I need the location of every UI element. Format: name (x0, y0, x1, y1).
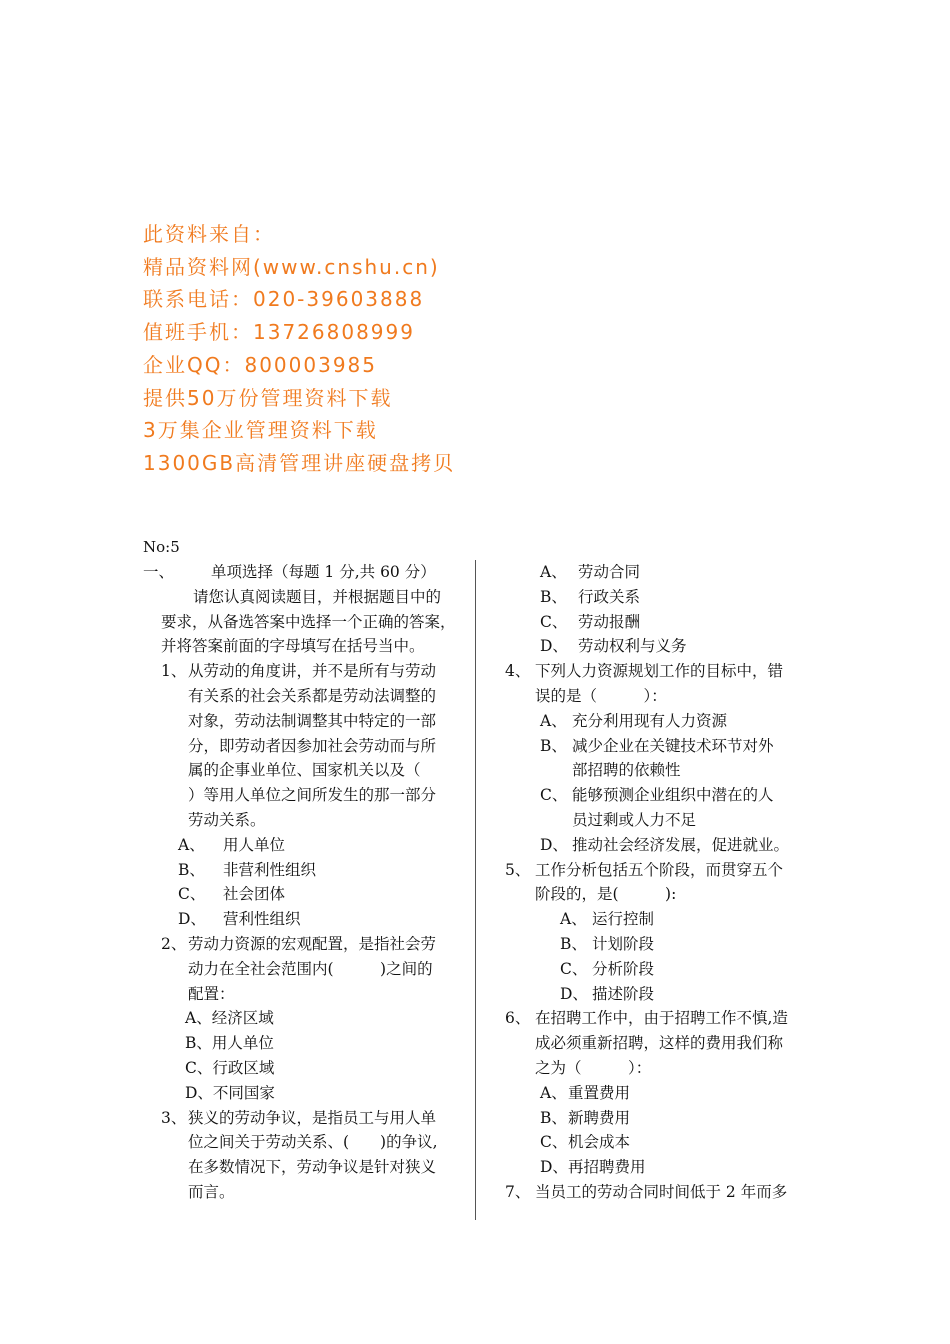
text-line (505, 758, 810, 783)
text-line (143, 659, 463, 684)
text-line (505, 808, 810, 833)
text-line (505, 1155, 810, 1180)
item-text: ）等用人单位之间所发生的那一部分 (188, 786, 437, 805)
source-notice-line: 此资料来自： (143, 222, 275, 246)
text-line (505, 1006, 810, 1031)
text-line (143, 808, 463, 833)
text-line (505, 783, 810, 808)
item-text: 社会团体 (223, 885, 286, 904)
item-marker: 7、 (505, 1182, 531, 1201)
source-notice-line: 值班手机：13726808999 (143, 320, 415, 345)
item-text: 当员工的劳动合同时间低于 2 年而多 (535, 1182, 788, 1201)
item-text: 工作分析包括五个阶段，而贯穿五个 (535, 860, 784, 879)
text-line (143, 858, 463, 883)
item-marker: 一、 (143, 563, 175, 581)
item-text: 配置： (188, 984, 235, 1003)
item-marker: B、 (540, 1108, 567, 1127)
text-line (143, 610, 463, 635)
item-marker: 4、 (505, 662, 531, 681)
item-marker: A、 (540, 711, 567, 730)
text-line (505, 882, 810, 907)
text-line (143, 1180, 463, 1205)
text-line (143, 585, 463, 610)
item-text: 有关系的社会关系都是劳动法调整的 (188, 686, 437, 705)
item-text: 要求，从备选答案中选择一个正确的答案， (161, 612, 456, 631)
text-line (505, 932, 810, 957)
text-line (505, 684, 810, 709)
text-line (143, 1106, 463, 1131)
item-text: 从劳动的角度讲，并不是所有与劳动 (188, 662, 437, 681)
text-line (143, 734, 463, 759)
text-line (505, 1081, 810, 1106)
text-line (505, 659, 810, 684)
item-marker: D、 (178, 910, 206, 929)
text-line (505, 1106, 810, 1131)
item-text: 在招聘工作中，由于招聘工作不慎,造 (535, 1009, 788, 1028)
item-text: 充分利用现有人力资源 (572, 711, 728, 730)
item-text: 机会成本 (568, 1133, 631, 1152)
item-marker: D、 (540, 637, 568, 656)
item-text: 描述阶段 (592, 984, 655, 1003)
item-marker: C、 (540, 1133, 568, 1152)
item-marker: B、 (178, 860, 205, 879)
source-notice-line: 提供50万份管理资料下载 (143, 385, 393, 410)
source-notice-line: 企业QQ：800003985 (143, 352, 378, 377)
text-line (143, 882, 463, 907)
item-text: 下列人力资源规划工作的目标中，错 (535, 662, 784, 681)
item-text: B、用人单位 (185, 1034, 274, 1053)
item-text: 之为（ ）： (535, 1058, 652, 1077)
text-line (143, 957, 463, 982)
source-notice-line: 1300GB高清管理讲座硬盘拷贝 (143, 450, 456, 475)
text-line (143, 783, 463, 808)
item-text: C、行政区域 (185, 1058, 275, 1077)
text-line (505, 734, 810, 759)
source-notice (143, 218, 455, 480)
item-marker: 5、 (505, 860, 531, 879)
item-text: 新聘费用 (568, 1108, 631, 1127)
text-line (505, 634, 810, 659)
text-line (505, 957, 810, 982)
text-line (143, 1056, 463, 1081)
text-line (143, 758, 463, 783)
text-line (143, 684, 463, 709)
item-marker: B、 (560, 934, 587, 953)
item-text: 营利性组织 (223, 910, 301, 929)
text-line (143, 932, 463, 957)
item-marker: A、 (560, 910, 587, 929)
source-notice-line: 3万集企业管理资料下载 (143, 418, 378, 443)
text-line (143, 1155, 463, 1180)
item-text: 员过剩或人力不足 (572, 810, 697, 829)
item-text: 非营利性组织 (223, 860, 317, 879)
item-marker: 6、 (505, 1009, 531, 1028)
item-text: 行政关系 (578, 587, 641, 606)
text-line (143, 634, 463, 659)
text-line (505, 833, 810, 858)
item-marker: C、 (560, 959, 588, 978)
item-text: 劳动关系。 (188, 810, 266, 829)
item-text: 再招聘费用 (568, 1158, 646, 1177)
text-line (143, 1031, 463, 1056)
item-text: 请您认真阅读题目，并根据题目中的 (193, 587, 442, 606)
text-line (143, 907, 463, 932)
left-column (143, 560, 463, 1205)
item-text: 劳动权利与义务 (578, 637, 687, 656)
document-number: No:5 (143, 538, 180, 556)
item-text: 推动社会经济发展，促进就业。 (572, 835, 790, 854)
item-text: 动力在全社会范围内( )之间的 (188, 959, 433, 978)
item-marker: A、 (178, 835, 205, 854)
item-text: 并将答案前面的字母填写在括号当中。 (161, 637, 425, 656)
text-line (505, 1180, 810, 1205)
text-line (505, 1056, 810, 1081)
item-marker: D、 (540, 1158, 568, 1177)
text-line (505, 610, 810, 635)
item-text: D、不同国家 (185, 1083, 275, 1102)
source-notice-line: 联系电话：020-39603888 (143, 287, 425, 312)
item-marker: B、 (540, 736, 567, 755)
item-marker: 2、 (161, 934, 187, 953)
item-text: 劳动力资源的宏观配置，是指社会劳 (188, 934, 437, 953)
item-marker: 3、 (161, 1108, 187, 1127)
item-marker: A、 (540, 1083, 567, 1102)
item-text: 位之间关于劳动关系、( )的争议, (188, 1133, 438, 1152)
text-line (143, 1006, 463, 1031)
text-line (143, 709, 463, 734)
text-line (505, 982, 810, 1007)
item-marker: C、 (540, 612, 568, 631)
item-marker: C、 (540, 786, 568, 805)
item-text: 运行控制 (592, 910, 655, 929)
text-line (505, 585, 810, 610)
text-line (143, 560, 463, 585)
item-text: 部招聘的依赖性 (572, 761, 681, 780)
item-text: 成必须重新招聘，这样的费用我们称 (535, 1034, 784, 1053)
item-marker: A、 (540, 563, 567, 581)
item-text: A、经济区域 (185, 1009, 274, 1028)
item-marker: B、 (540, 587, 567, 606)
item-text: 属的企事业单位、国家机关以及（ (188, 761, 421, 780)
text-line (505, 560, 810, 585)
item-text: 劳动报酬 (578, 612, 641, 631)
item-text: 能够预测企业组织中潜在的人 (572, 786, 774, 805)
text-line (143, 982, 463, 1007)
text-line (143, 833, 463, 858)
text-line (143, 1081, 463, 1106)
item-text: 减少企业在关键技术环节对外 (572, 736, 774, 755)
item-marker: 1、 (161, 662, 187, 681)
text-line (505, 709, 810, 734)
source-notice-line: 精品资料网(www.cnshu.cn) (143, 254, 440, 279)
item-marker: D、 (540, 835, 568, 854)
text-line (505, 858, 810, 883)
item-text: 狭义的劳动争议，是指员工与用人单 (188, 1108, 437, 1127)
item-text: 分，即劳动者因参加社会劳动而与所 (188, 736, 437, 755)
item-text: 阶段的，是( ): (535, 885, 677, 904)
item-text: 劳动合同 (578, 563, 641, 581)
item-marker: D、 (560, 984, 588, 1003)
text-line (505, 907, 810, 932)
item-text: 单项选择（每题 1 分,共 60 分） (211, 563, 436, 581)
text-line (143, 1130, 463, 1155)
text-line (505, 1130, 810, 1155)
item-text: 计划阶段 (592, 934, 655, 953)
text-line (505, 1031, 810, 1056)
item-text: 分析阶段 (592, 959, 655, 978)
item-text: 而言。 (188, 1182, 235, 1201)
right-column (505, 560, 810, 1205)
item-text: 在多数情况下，劳动争议是针对狭义 (188, 1158, 437, 1177)
item-marker: C、 (178, 885, 206, 904)
item-text: 对象，劳动法制调整其中特定的一部 (188, 711, 437, 730)
column-divider (475, 560, 476, 1220)
item-text: 误的是（ ）： (535, 686, 667, 705)
item-text: 重置费用 (568, 1083, 631, 1102)
item-text: 用人单位 (223, 835, 286, 854)
